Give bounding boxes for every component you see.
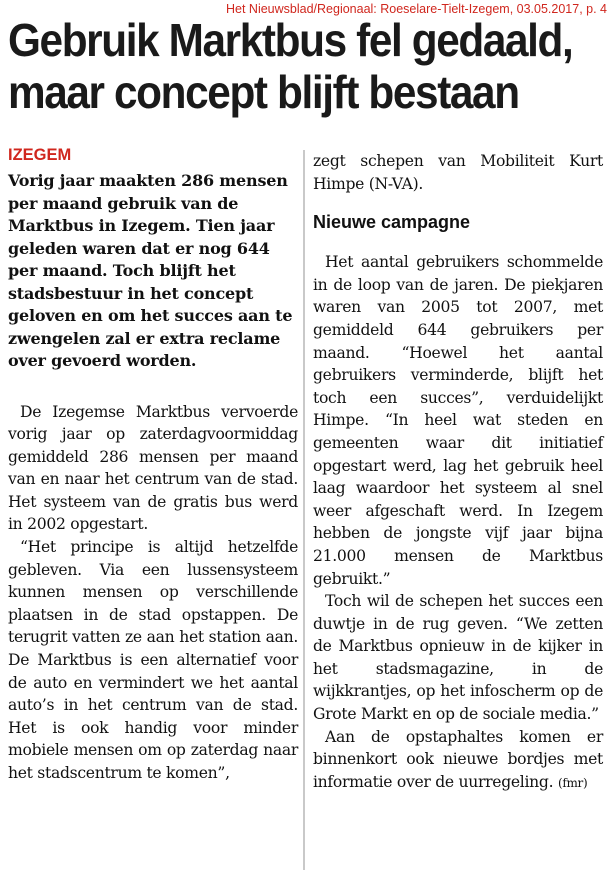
paragraph: Het aantal gebruikers schommelde in de loop van de jaren. De piekjaren waren van 2005 tot 2007, met gemiddeld 644 gebruikers per maand. “Hoewel het aantal gebruikers verminderde, blijft het toch een succes”, verduidelijkt Himpe. “In heel wat steden en gemeenten waar dit initiatief opgestart werd, lag het gebruik heel laag waardoor het systeem al snel weer afgeschaft werd. In Izegem hebben de jongste vijf jaar bijna 21.000 mensen de Marktbus gebruikt.” xyxy=(313,253,603,588)
final-sentence: Aan de opstaphaltes komen er binnenkort ook nieuwe bordjes met informatie over de uurregeling. xyxy=(313,727,603,791)
paragraph xyxy=(313,726,603,795)
source-line: Het Nieuwsblad/Regionaal: Roeselare-Tielt-Izegem, 03.05.2017, p. 4 xyxy=(226,2,607,16)
paragraph: Toch wil de schepen het succes een duwtje in de rug geven. “We zetten de Marktbus opnieuw in de kijker in het stadsmagazine, in de wijkkrantjes, op het infoscherm op de Grote Markt en op de sociale media.” xyxy=(313,592,603,724)
left-column xyxy=(8,140,298,785)
author-credit: (fmr) xyxy=(557,775,588,790)
headline-line-2: maar concept blijft bestaan xyxy=(8,66,519,118)
kicker-location: IZEGEM xyxy=(8,146,72,164)
body-right-top xyxy=(313,150,603,195)
headline xyxy=(8,14,573,118)
paragraph: zegt schepen van Mobiliteit Kurt Himpe (N-VA). xyxy=(313,152,603,193)
lead-paragraph: Vorig jaar maakten 286 mensen per maand gebruik van de Marktbus in Izegem. Tien jaar geleden waren dat er nog 644 per maand. Toch blijft het stadsbestuur in het concept geloven en om het succes aan te zwengelen zal er extra reclame over gevoerd worden. xyxy=(8,171,293,370)
body-right xyxy=(313,251,603,794)
body-left xyxy=(8,401,298,785)
subhead: Nieuwe campagne xyxy=(313,212,471,233)
right-column xyxy=(313,150,603,794)
paragraph: “Het principe is altijd hetzelfde gebleven. Via een lussensysteem kunnen mensen op verschillende plaatsen in de stad opstappen. De terugrit vatten ze aan het station aan. De Marktbus is een alternatief voor de auto en vermindert we het aantal auto’s in het centrum van de stad. Het is ook handig voor minder mobiele mensen om op zaterdag naar het stadscentrum te komen”, xyxy=(8,538,298,782)
column-divider xyxy=(303,150,305,870)
paragraph: De Izegemse Marktbus vervoerde vorig jaar op zaterdagvoormiddag gemiddeld 286 mensen per maand van en naar het centrum van de stad. Het systeem van de gratis bus werd in 2002 opgestart. xyxy=(8,402,298,534)
headline-line-1: Gebruik Marktbus fel gedaald, xyxy=(8,14,573,66)
